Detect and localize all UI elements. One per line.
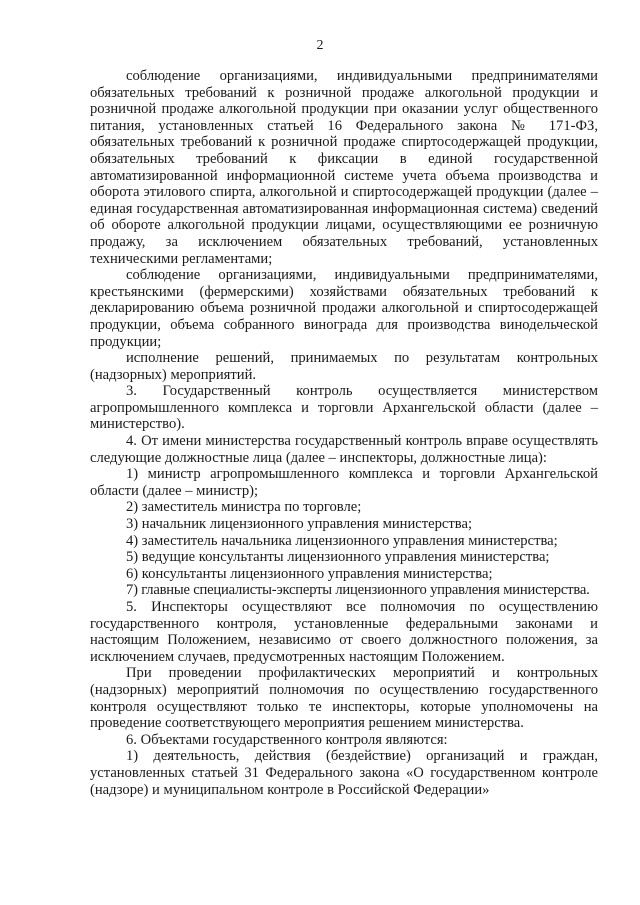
paragraph-requirements-declaration: соблюдение организациями, индивидуальными предпринимателями, крестьянскими (фермерскими) хозяйствами обязательных требований к декларированию объема розничной продажи алкогольной и спиртосодержащей продукции, объема собранного винограда для производства винодельческой продукции; <box>90 267 598 350</box>
paragraph-item-4: 4. От имени министерства государственный контроль вправе осуществлять следующие должностные лица (далее – инспекторы, должностные лица): <box>90 433 598 466</box>
paragraph-requirements-retail: соблюдение организациями, индивидуальными предпринимателями обязательных требований к розничной продаже алкогольной продукции и розничной продаже алкогольной продукции при оказании услуг общественного питания, установленных статьей 16 Федерального закона № 171-ФЗ, обязательных требований к розничной продаже спиртосодержащей продукции, обязательных требований к фиксации в единой государственной автоматизированной информационной системе учета объема производства и оборота этилового спирта, алкогольной и спиртосодержащей продукции (далее – единая государственная автоматизированная информационная система) сведений об обороте алкогольной продукции лицами, осуществляющими ее розничную продажу, за исключением обязательных требований, установленных техническими регламентами; <box>90 68 598 267</box>
paragraph-decisions: исполнение решений, принимаемых по результатам контрольных (надзорных) мероприятий. <box>90 350 598 383</box>
list-item-objects-1: 1) деятельность, действия (бездействие) организаций и граждан, установленных статьей 31 Федерального закона «О государственном контроле (надзоре) и муниципальном контроле в Российской Федерации» <box>90 748 598 798</box>
list-item-officials-3: 3) начальник лицензионного управления министерства; <box>126 516 472 533</box>
paragraph-item-3: 3. Государственный контроль осуществляется министерством агропромышленного комплекса и торговли Архангельской области (далее – министерство). <box>90 383 598 433</box>
paragraph-item-5: 5. Инспекторы осуществляют все полномочия по осуществлению государственного контроля, установленные федеральными законами и настоящим Положением, независимо от своего должностного положения, за исключением случаев, предусмотренных настоящим Положением. <box>90 599 598 665</box>
list-item-officials-2: 2) заместитель министра по торговле; <box>126 499 362 516</box>
paragraph-item-6: 6. Объектами государственного контроля являются: <box>126 731 448 748</box>
list-item-officials-1: 1) министр агропромышленного комплекса и торговли Архангельской области (далее – министр); <box>90 466 598 499</box>
paragraph-authorized-inspectors: При проведении профилактических мероприятий и контрольных (надзорных) мероприятий полномочия по осуществлению государственного контроля осуществляют только те инспекторы, которые уполномочены на проведение соответствующего мероприятия решением министерства. <box>90 665 598 732</box>
page-number: 2 <box>316 38 324 53</box>
list-item-officials-4: 4) заместитель начальника лицензионного управления министерства; <box>126 532 558 549</box>
list-item-officials-5: 5) ведущие консультанты лицензионного управления министерства; <box>126 549 550 566</box>
document-body <box>90 68 598 798</box>
list-item-officials-6: 6) консультанты лицензионного управления министерства; <box>126 565 493 582</box>
list-item-officials-7: 7) главные специалисты-эксперты лицензионного управления министерства. <box>126 582 590 599</box>
